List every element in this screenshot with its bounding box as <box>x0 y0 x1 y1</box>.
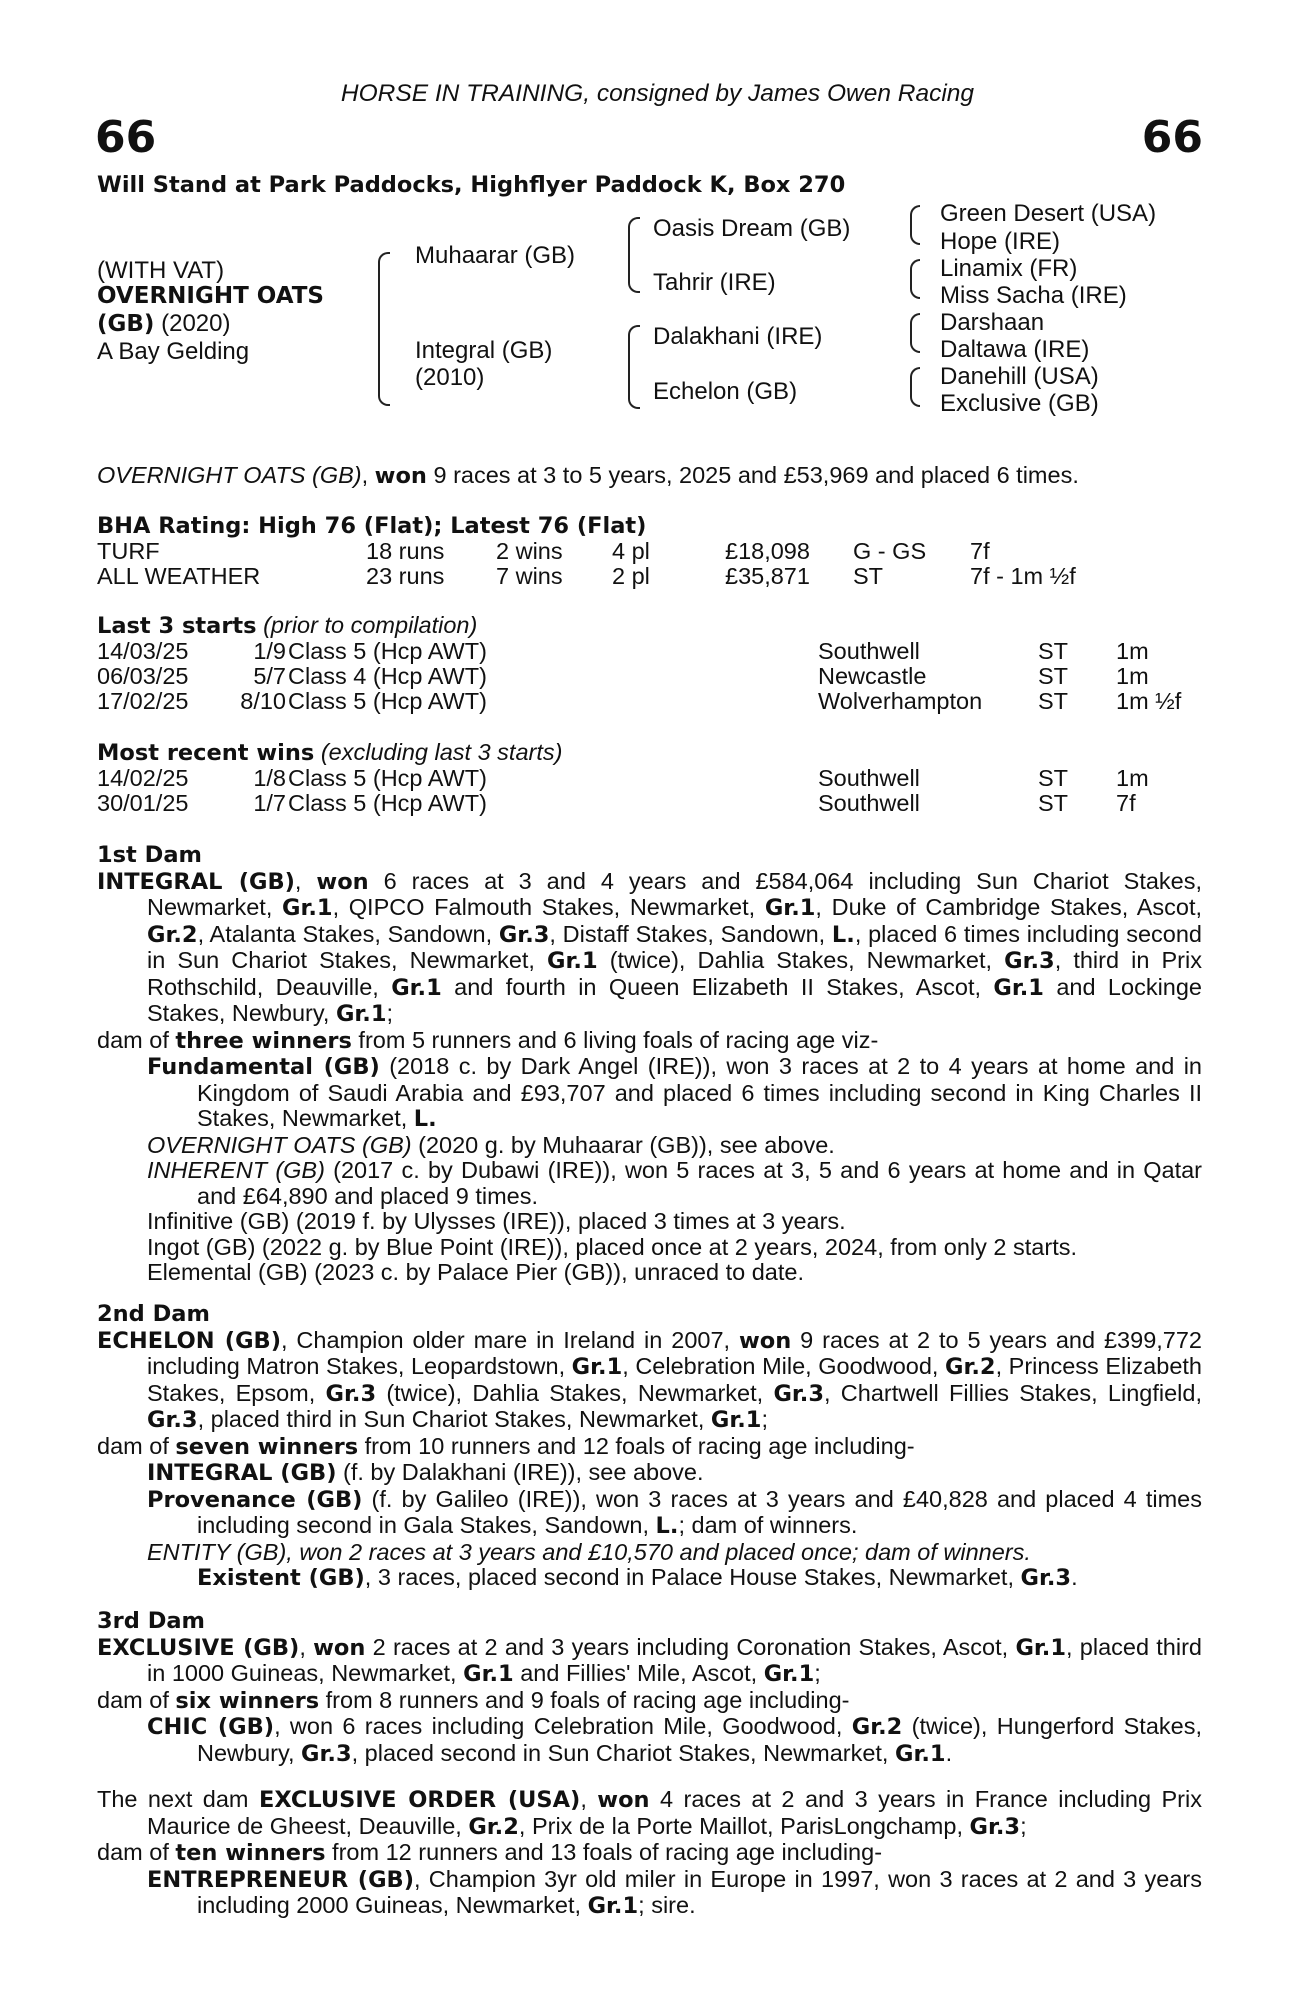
pedigree-brace-main <box>378 252 390 406</box>
catalogue-subtitle: HORSE IN TRAINING, consigned by James Owen Racing <box>340 80 975 107</box>
pedigree-gen3-8: Exclusive (GB) <box>940 390 1099 417</box>
next-dam-section <box>97 1787 1202 1920</box>
pedigree-brace-g3-1 <box>910 205 920 245</box>
third-dam-heading: 3rd Dam <box>97 1608 205 1634</box>
pedigree-gen3-5: Darshaan <box>940 309 1045 336</box>
second-dam-produce-1: INTEGRAL (GB) (f. by Dalakhani (IRE)), see above. <box>147 1459 704 1486</box>
second-dam-record: ECHELON (GB), Champion older mare in Ireland in 2007, won 9 races at 2 to 5 years and £399,772 including Matron Stakes, Leopardstown, Gr.1, Celebration Mile, Goodwood, Gr.2, Princess Elizabeth Stakes, Epsom, Gr.3 (twice), Dahlia Stakes, Newmarket, Gr.3, Chartwell Fillies Stakes, Lingfield, Gr.3, placed third in Sun Chariot Stakes, Newmarket, Gr.1; <box>97 1326 1203 1433</box>
first-dam-produce-1: Fundamental (GB) (2018 c. by Dark Angel (IRE)), won 3 races at 2 to 4 years at home and in Kingdom of Saudi Arabia and £93,707 and placed 6 times including second in King Charles II Stakes, Newmarket, L. <box>147 1053 1202 1132</box>
rating-runs: 18 runs <box>366 538 445 564</box>
vat-note: (WITH VAT) <box>97 257 225 284</box>
next-dam-record: The next dam EXCLUSIVE ORDER (USA), won 4 races at 2 and 3 years in France including Prix Maurice de Gheest, Deauville, Gr.2, Prix de la Porte Maillot, ParisLongchamp, Gr.3; <box>97 1786 1202 1840</box>
first-dam-produce-3: INHERENT (GB) (2017 c. by Dubawi (IRE)), won 5 races at 3, 5 and 6 years at home and in Qatar and £64,890 and placed 9 times. <box>147 1157 1202 1209</box>
second-dam-produce-3: ENTITY (GB), won 2 races at 3 years and £10,570 and placed once; dam of winners. <box>147 1538 1031 1565</box>
pedigree-gen2-1: Oasis Dream (GB) <box>653 215 851 242</box>
dam-year: (2010) <box>415 364 485 391</box>
rating-heading: BHA Rating: High 76 (Flat); Latest 76 (Flat) <box>97 513 647 539</box>
next-dam-produce-summary: dam of ten winners from 12 runners and 13 foals of racing age including- <box>97 1839 883 1866</box>
first-dam-produce-4: Infinitive (GB) (2019 f. by Ulysses (IRE)), placed 3 times at 3 years. <box>147 1208 846 1234</box>
summary-horse-name: OVERNIGHT OATS (GB) <box>97 462 362 488</box>
stable-location: Will Stand at Park Paddocks, Highflyer Paddock K, Box 270 <box>97 172 846 198</box>
rating-distance: 7f <box>970 538 990 564</box>
pedigree-gen3-4: Miss Sacha (IRE) <box>940 282 1127 309</box>
pedigree-gen3-7: Danehill (USA) <box>940 363 1099 390</box>
second-dam-section <box>97 1301 1202 1592</box>
pedigree-brace-g3-4 <box>910 367 920 407</box>
next-dam-produce-1: ENTREPRENEUR (GB), Champion 3yr old miler in Europe in 1997, won 3 races at 2 and 3 years including 2000 Guineas, Newmarket, Gr.1; sire. <box>147 1865 1202 1919</box>
summary-text: 9 races at 3 to 5 years, 2025 and £53,969 and placed 6 times. <box>426 462 1079 488</box>
third-dam-produce-1: CHIC (GB), won 6 races including Celebration Mile, Goodwood, Gr.2 (twice), Hungerford Stakes, Newbury, Gr.3, placed second in Sun Chariot Stakes, Newmarket, Gr.1. <box>147 1713 1203 1767</box>
rating-surface: TURF <box>97 538 160 564</box>
rating-going: ST <box>853 563 884 589</box>
second-dam-produce-2: Provenance (GB) (f. by Galileo (IRE)), won 3 races at 3 years and £40,828 and placed 4 times including second in Gala Stakes, Sandown, L.; dam of winners. <box>147 1485 1202 1539</box>
rating-prize: £18,098 <box>725 538 810 564</box>
third-dam-record: EXCLUSIVE (GB), won 2 races at 2 and 3 years including Coronation Stakes, Ascot, Gr.1, placed third in 1000 Guineas, Newmarket, Gr.1 and Fillies' Mile, Ascot, Gr.1; <box>97 1633 1202 1687</box>
second-dam-produce-summary: dam of seven winners from 10 runners and 12 foals of racing age including- <box>97 1432 915 1460</box>
pedigree-gen3-1: Green Desert (USA) <box>940 200 1157 227</box>
dam-name: Integral (GB) <box>415 337 553 364</box>
pedigree-gen3-2: Hope (IRE) <box>940 228 1061 255</box>
second-dam-heading: 2nd Dam <box>97 1301 210 1327</box>
rating-surface: ALL WEATHER <box>97 563 261 589</box>
horse-year: (2020) <box>154 310 231 337</box>
rating-prize: £35,871 <box>725 563 810 589</box>
first-dam-record: INTEGRAL (GB), won 6 races at 3 and 4 years and £584,064 including Sun Chariot Stakes, Newmarket, Gr.1, QIPCO Falmouth Stakes, Newmarket, Gr.1, Duke of Cambridge Stakes, Ascot, Gr.2, Atalanta Stakes, Sandown, Gr.3, Distaff Stakes, Sandown, L., placed 6 times including second in Sun Chariot Stakes, Newmarket, Gr.1 (twice), Dahlia Stakes, Newmarket, Gr.3, third in Prix Rothschild, Deauville, Gr.1 and fourth in Queen Elizabeth II Stakes, Ascot, Gr.1 and Lockinge Stakes, Newbury, Gr.1; <box>97 867 1203 1027</box>
first-dam-produce-5: Ingot (GB) (2022 g. by Blue Point (IRE)), placed once at 2 years, 2024, from only 2 starts. <box>147 1233 1078 1260</box>
rating-runs: 23 runs <box>366 563 445 589</box>
pedigree-brace-sire <box>628 217 640 293</box>
lot-number-left: 66 <box>95 112 157 163</box>
pedigree-gen2-4: Echelon (GB) <box>653 378 798 405</box>
horse-name: OVERNIGHT OATS <box>97 283 324 309</box>
pedigree-brace-g3-3 <box>910 313 920 353</box>
lot-number-right: 66 <box>1141 112 1203 163</box>
pedigree-gen3-6: Daltawa (IRE) <box>940 336 1090 363</box>
horse-identity <box>97 282 324 365</box>
rating-distance: 7f - 1m ½f <box>970 563 1076 589</box>
pedigree-brace-g3-2 <box>910 259 920 299</box>
first-dam-produce-summary: dam of three winners from 5 runners and 6 living foals of racing age viz- <box>97 1026 879 1054</box>
first-dam-produce-2: OVERNIGHT OATS (GB) (2020 g. by Muhaarar (GB)), see above. <box>147 1131 835 1158</box>
summary-won: won <box>374 463 427 489</box>
sire-name: Muhaarar (GB) <box>415 242 576 269</box>
first-dam-section <box>97 842 1202 1286</box>
second-dam-produce-4: Existent (GB), 3 races, placed second in Palace House Stakes, Newmarket, Gr.3. <box>197 1564 1078 1591</box>
first-dam-heading: 1st Dam <box>97 842 202 868</box>
rating-wins: 2 wins <box>496 538 563 564</box>
race-summary: OVERNIGHT OATS (GB), won 9 races at 3 to 5 years, 2025 and £53,969 and placed 6 times. <box>97 462 1079 489</box>
third-dam-produce-summary: dam of six winners from 8 runners and 9 foals of racing age including- <box>97 1686 850 1714</box>
pedigree-brace-dam <box>628 325 640 409</box>
pedigree-gen3-3: Linamix (FR) <box>940 255 1078 282</box>
last-starts-heading: Last 3 starts (prior to compilation) <box>97 612 478 639</box>
recent-wins-heading: Most recent wins (excluding last 3 starts) <box>97 739 563 766</box>
horse-suffix: (GB) <box>97 311 155 337</box>
first-dam-produce-6: Elemental (GB) (2023 c. by Palace Pier (GB)), unraced to date. <box>147 1259 804 1285</box>
rating-going: G - GS <box>853 538 927 564</box>
horse-description: A Bay Gelding <box>97 338 250 365</box>
rating-placed: 4 pl <box>612 538 650 564</box>
third-dam-section <box>97 1608 1202 1767</box>
rating-placed: 2 pl <box>612 563 650 589</box>
rating-wins: 7 wins <box>496 563 563 589</box>
pedigree-gen2-2: Tahrir (IRE) <box>653 269 776 296</box>
pedigree-gen2-3: Dalakhani (IRE) <box>653 323 823 350</box>
